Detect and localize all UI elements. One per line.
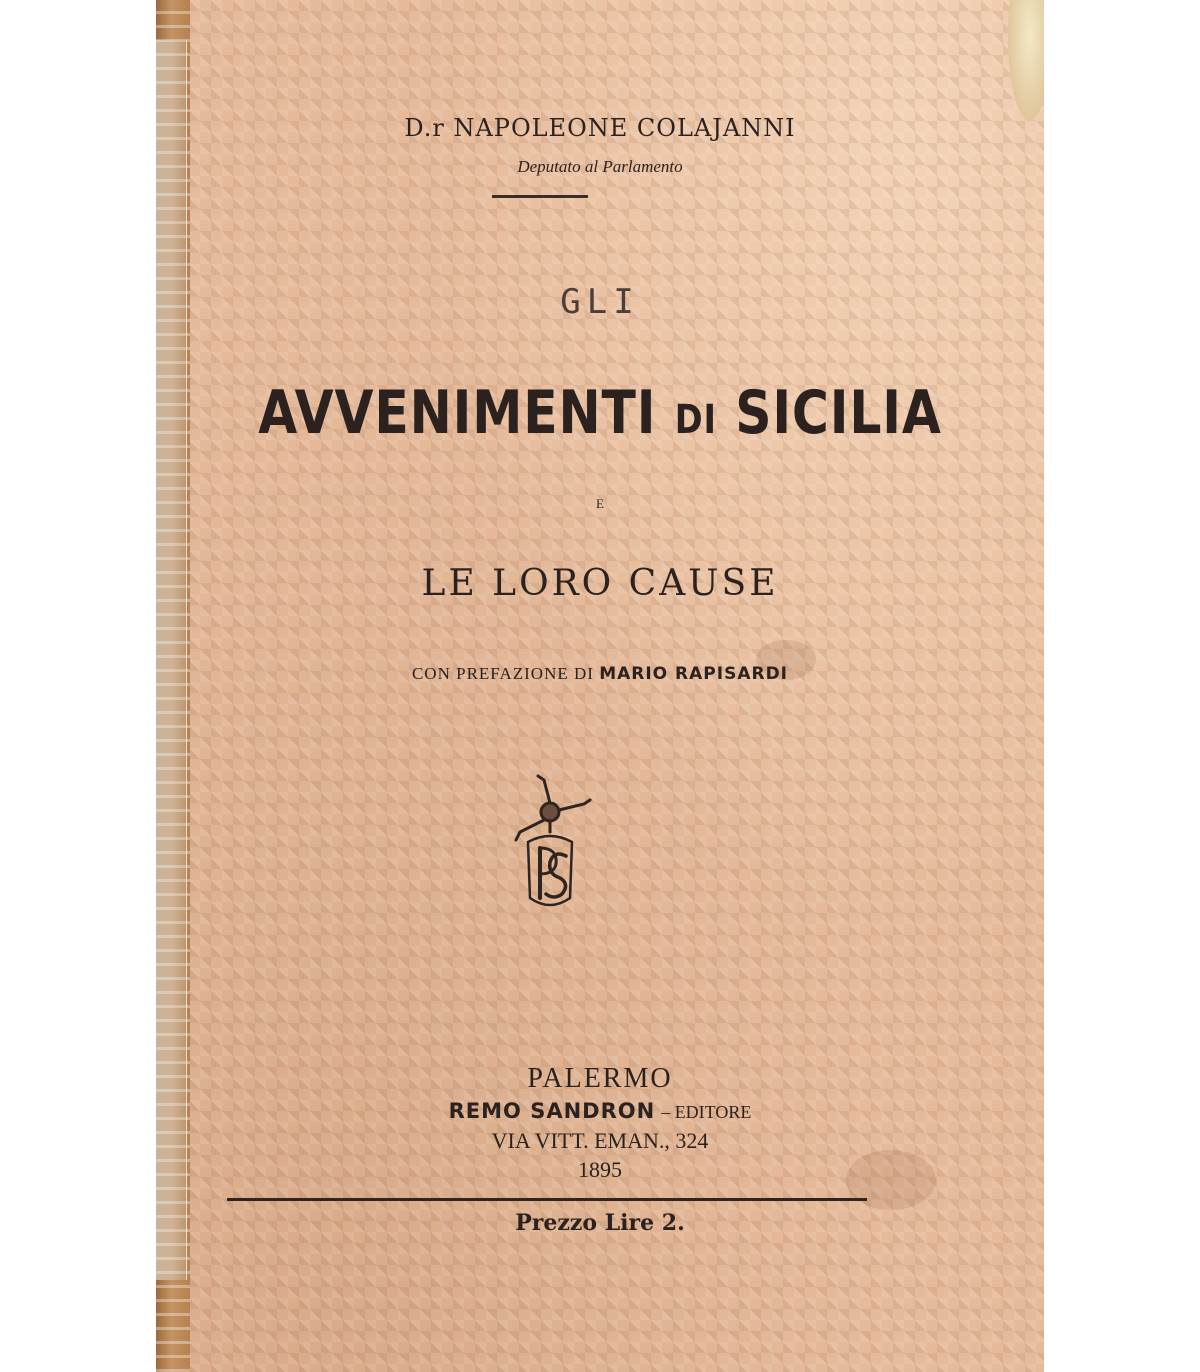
author-name: D.r NAPOLEONE COLAJANNI (404, 114, 796, 142)
trinacria-rs-monogram-icon (500, 770, 600, 930)
publication-city: PALERMO (527, 1063, 673, 1094)
title-conjunction: E (596, 496, 604, 511)
author-role: Deputato al Parlamento (517, 157, 683, 176)
book-title (227, 378, 973, 448)
title-connector: DI (674, 397, 717, 443)
publisher-role: – EDITORE (661, 1102, 752, 1122)
title-place: SICILIA (735, 378, 942, 448)
publisher-name: REMO SANDRON (448, 1099, 656, 1123)
book-cover (156, 0, 1044, 1372)
publisher (156, 1098, 1044, 1125)
spine-tape (156, 40, 187, 1280)
divider (492, 195, 588, 198)
book-subtitle: LE LORO CAUSE (421, 563, 779, 604)
preface-author: MARIO RAPISARDI (599, 664, 789, 684)
preface-label: CON PREFAZIONE DI (411, 664, 594, 683)
price: Prezzo Lire 2. (515, 1210, 685, 1236)
divider (227, 1198, 867, 1201)
title-word: AVVENIMENTI (258, 378, 657, 448)
publisher-address: VIA VITT. EMAN., 324 (491, 1128, 709, 1153)
preface-credit (156, 664, 1044, 684)
publication-year: 1895 (578, 1157, 622, 1182)
cover-edge-wear (1008, 0, 1044, 120)
title-prefix: GLI (560, 282, 640, 322)
